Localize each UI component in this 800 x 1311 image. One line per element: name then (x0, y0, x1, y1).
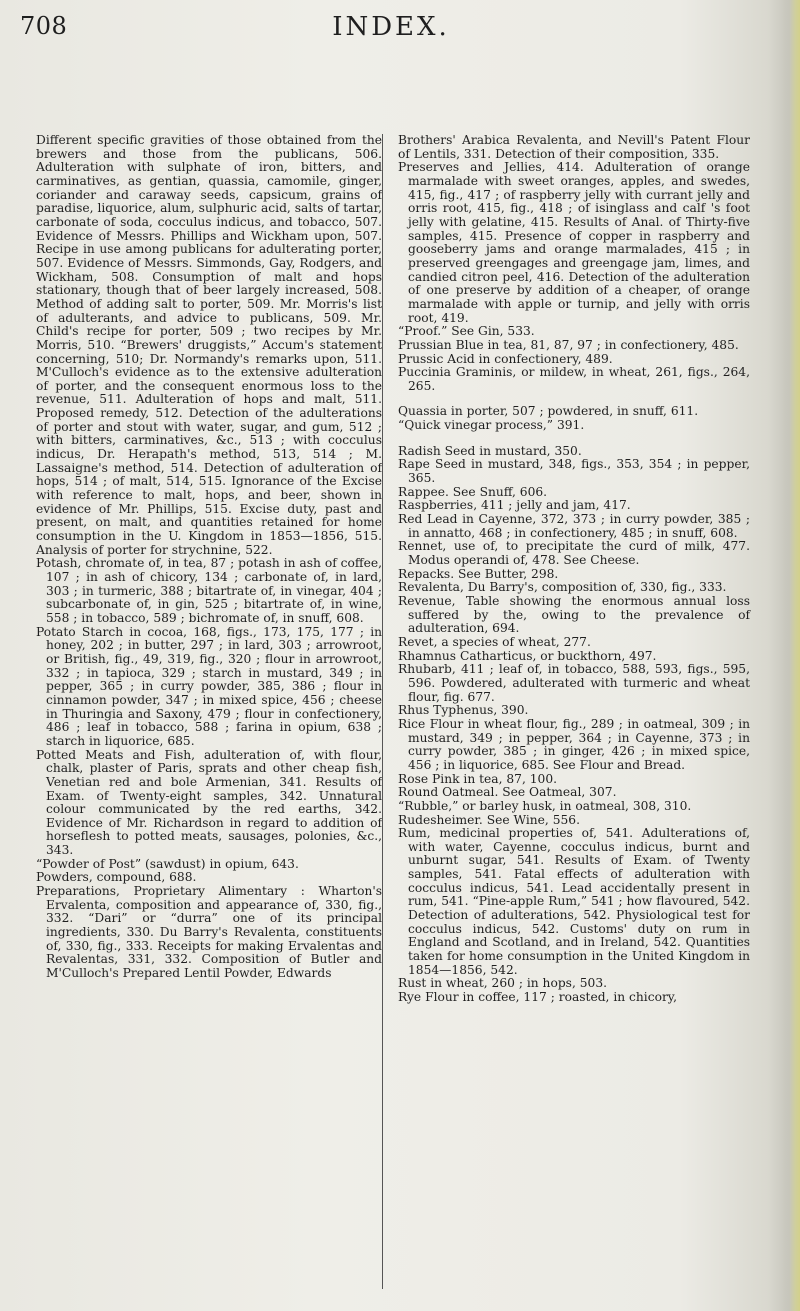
index-entry-rhamnus: Rhamnus Catharticus, or buckthorn, 497. (398, 648, 657, 663)
column-divider (382, 134, 383, 1289)
index-entry-potted-meats: Potted Meats and Fish, adulteration of, with flour, chalk, plaster of Paris, sprats and other cheap fish, Venetian red and bole Armenian, 341. Results of Exam. of Twenty-eight samples, 342. Unnatural colour communicated by the red earths, 342. Evidence of Mr. Richardson in regard to addition of horseflesh to potted meats, sausages, polonies, &c., 343. (36, 747, 382, 858)
index-entry-rennet: Rennet, use of, to precipitate the curd of milk, 477. Modus operandi of, 478. See Cheese. (398, 539, 750, 568)
index-entry-rhus: Rhus Typhenus, 390. (398, 703, 529, 718)
index-entry-proof: “Proof.” See Gin, 533. (398, 324, 535, 339)
index-entry-puccinia: Puccinia Graminis, or mildew, in wheat, 261, figs., 264, 265. (398, 365, 750, 393)
index-entry-rye-flour: Rye Flour in coffee, 117 ; roasted, in chicory, (398, 990, 677, 1005)
index-entry-quick-vinegar: “Quick vinegar process,” 391. (398, 418, 585, 433)
index-entry-revalenta: Revalenta, Du Barry's, composition of, 330, fig., 333. (398, 580, 727, 595)
index-entry-prussian-blue: Prussian Blue in tea, 81, 87, 97 ; in confectionery, 485. (398, 337, 739, 352)
index-entry-rappee: Rappee. See Snuff, 606. (398, 484, 548, 499)
index-entry-powders: Powders, compound, 688. (36, 870, 197, 885)
index-entry-rum: Rum, medicinal properties of, 541. Adulterations of, with water, Cayenne, cocculus indicus, burnt and unburnt sugar, 541. Results of Exam. of Twenty samples, 541. Fatal effects of adulteration with cocculus indicus, 541. Lead accidentally present in rum, 541. “Pine-apple Rum,” 541 ; how flavoured, 542. Detection of adulterations, 542. Physiological test for cocculus indicus, 542. Customs' duty on rum in England and Scotland, and in Ireland, 542. Quantities taken for home consumption in the United Kingdom in 1854—1856, 542. (398, 826, 750, 977)
index-entry-rape-seed: Rape Seed in mustard, 348, figs., 353, 354 ; in pepper, 365. (398, 457, 750, 486)
index-entry-potash: Potash, chromate of, in tea, 87 ; potash in ash of coffee, 107 ; in ash of chicory, 134 ; carbonate of, in lard, 303 ; in turmeric, 388 ; bitartrate of, in vinegar, 404 ; subcarbonate of, in gin, 525 ; bitartrate of, in wine, 558 ; in tobacco, 589 ; bichromate of, in snuff, 608. (36, 556, 382, 625)
index-entry-rose-pink: Rose Pink in tea, 87, 100. (398, 771, 558, 786)
index-entry-rust: Rust in wheat, 260 ; in hops, 503. (398, 976, 608, 991)
index-entry-rudesheimer: Rudesheimer. See Wine, 556. (398, 812, 580, 827)
index-entry-red-lead: Red Lead in Cayenne, 372, 373 ; in curry powder, 385 ; in annatto, 468 ; in confectionery, 485 ; in snuff, 608. (398, 512, 750, 540)
index-entry-powder-of-post: “Powder of Post” (sawdust) in opium, 643. (36, 856, 299, 871)
page-number: 708 (20, 12, 68, 40)
index-entry-brothers-continued: Brothers' Arabica Revalenta, and Nevill's Patent Flour of Lentils, 331. Detection of their composition, 335. (398, 133, 750, 161)
index-entry-quassia: Quassia in porter, 507 ; powdered, in snuff, 611. (398, 404, 699, 419)
index-entry-potato-starch: Potato Starch in cocoa, 168, figs., 173, 175, 177 ; in honey, 202 ; in butter, 297 ; in lard, 303 ; arrowroot, or British, fig., 49, 319, fig., 320 ; flour in arrowroot, 332 ; in tapioca, 329 ; starch in mustard, 349 ; in pepper, 365 ; in curry powder, 385, 386 ; flour in cinnamon powder, 347 ; in mixed spice, 456 ; cheese in Thuringia and Saxony, 479 ; flour in confectionery, 486 ; leaf in tobacco, 588 ; farina in opium, 638 ; starch in liquorice, 685. (36, 624, 382, 748)
index-entry-raspberries: Raspberries, 411 ; jelly and jam, 417. (398, 498, 631, 513)
index-entry-revet: Revet, a species of wheat, 277. (398, 634, 591, 649)
index-entry-preserves: Preserves and Jellies, 414. Adulteration of orange marmalade with sweet oranges, apples, and swedes, 415, fig., 417 ; of raspberry jelly with currant jelly and orris root, 415, fig., 418 ; of isinglass and calf 's foot jelly with gelatine, 415. Results of Anal. of Thirty-five samples, 415. Presence of copper in raspberry and gooseberry jams and orange marmalades, 415 ; in preserved greengages and greengage jam, limes, and candied citron peel, 416. Detection of the adulteration of one preserve by addition of a cheaper, of orange marmalade with apple or turnip, and jelly with orris root, 419. (398, 160, 750, 325)
index-entry-round-oatmeal: Round Oatmeal. See Oatmeal, 307. (398, 785, 617, 800)
index-entry-rhubarb: Rhubarb, 411 ; leaf of, in tobacco, 588, 593, figs., 595, 596. Powdered, adulterated with turmeric and wheat flour, fig. 677. (398, 662, 750, 704)
index-entry-rubble: “Rubble,” or barley husk, in oatmeal, 308, 310. (398, 798, 692, 813)
index-column-right (398, 134, 750, 1005)
index-entry-rice-flour: Rice Flour in wheat flour, fig., 289 ; in oatmeal, 309 ; in mustard, 349 ; in pepper, 364 ; in Cayenne, 373 ; in curry powder, 385 ; in ginger, 426 ; in mixed spice, 456 ; in liquorice, 685. See Flour and Bread. (398, 716, 750, 772)
page-header (20, 10, 762, 50)
index-entry-preparations: Preparations, Proprietary Alimentary : Wharton's Ervalenta, composition and appearance of, 330, fig., 332. “Dari” or “durra” one of its principal ingredients, 330. Du Barry's Revalenta, constituents of, 330, fig., 333. Receipts for making Ervalentas and Revalentas, 331, 332. Composition of Butler and M'Culloch's Prepared Lentil Powder, Edwards (36, 884, 382, 981)
index-column-left (36, 134, 382, 981)
index-entry-radish-seed: Radish Seed in mustard, 350. (398, 443, 582, 458)
page-title: INDEX. (332, 12, 450, 42)
index-entry-revenue: Revenue, Table showing the enormous annual loss suffered by the, owing to the prevalence of adulteration, 694. (398, 594, 750, 636)
index-entry-repacks: Repacks. See Butter, 298. (398, 566, 559, 581)
index-entry-prussic-acid: Prussic Acid in confectionery, 489. (398, 351, 613, 366)
page-edge (782, 0, 800, 1311)
index-entry-porter-continued: Different specific gravities of those obtained from the brewers and those from the publicans, 506. Adulteration with sulphate of iron, bitters, and carminatives, as gentian, quassia, camomile, ginger, coriander and caraway seeds, capsicum, grains of paradise, liquorice, alum, sulphuric acid, salts of tartar, carbonate of soda, cocculus indicus, and tobacco, 507. Evidence of Messrs. Phillips and Wickham upon, 507. Recipe in use among publicans for adulterating porter, 507. Evidence of Messrs. Simmonds, Gay, Rodgers, and Wickham, 508. Consumption of malt and hops stationary, though that of beer largely increased, 508. Method of adding salt to porter, 509. Mr. Morris's list of adulterants, and advice to publicans, 509. Mr. Child's recipe for porter, 509 ; two recipes by Mr. Morris, 510. “Brewers' druggists,” Accum's statement concerning, 510; Dr. Normandy's remarks upon, 511. M'Culloch's evidence as to the extensive adulteration of porter, and the consequent enormous loss to the revenue, 511. Adulteration of hops and malt, 511. Proposed remedy, 512. Detection of the adulterations of porter and stout with water, sugar, and gum, 512 ; with bitters, carminatives, &c., 513 ; with cocculus indicus, Dr. Herapath's method, 513, 514 ; M. Lassaigne's method, 514. Detection of adulteration of hops, 514 ; of malt, 514, 515. Ignorance of the Excise with reference to malt, hops, and beer, shown in evidence of Mr. Phillips, 515. Excise duty, past and present, on malt, and quantities retained for home consumption in the U. Kingdom in 1853—1856, 515. Analysis of porter for strychnine, 522. (36, 133, 382, 557)
